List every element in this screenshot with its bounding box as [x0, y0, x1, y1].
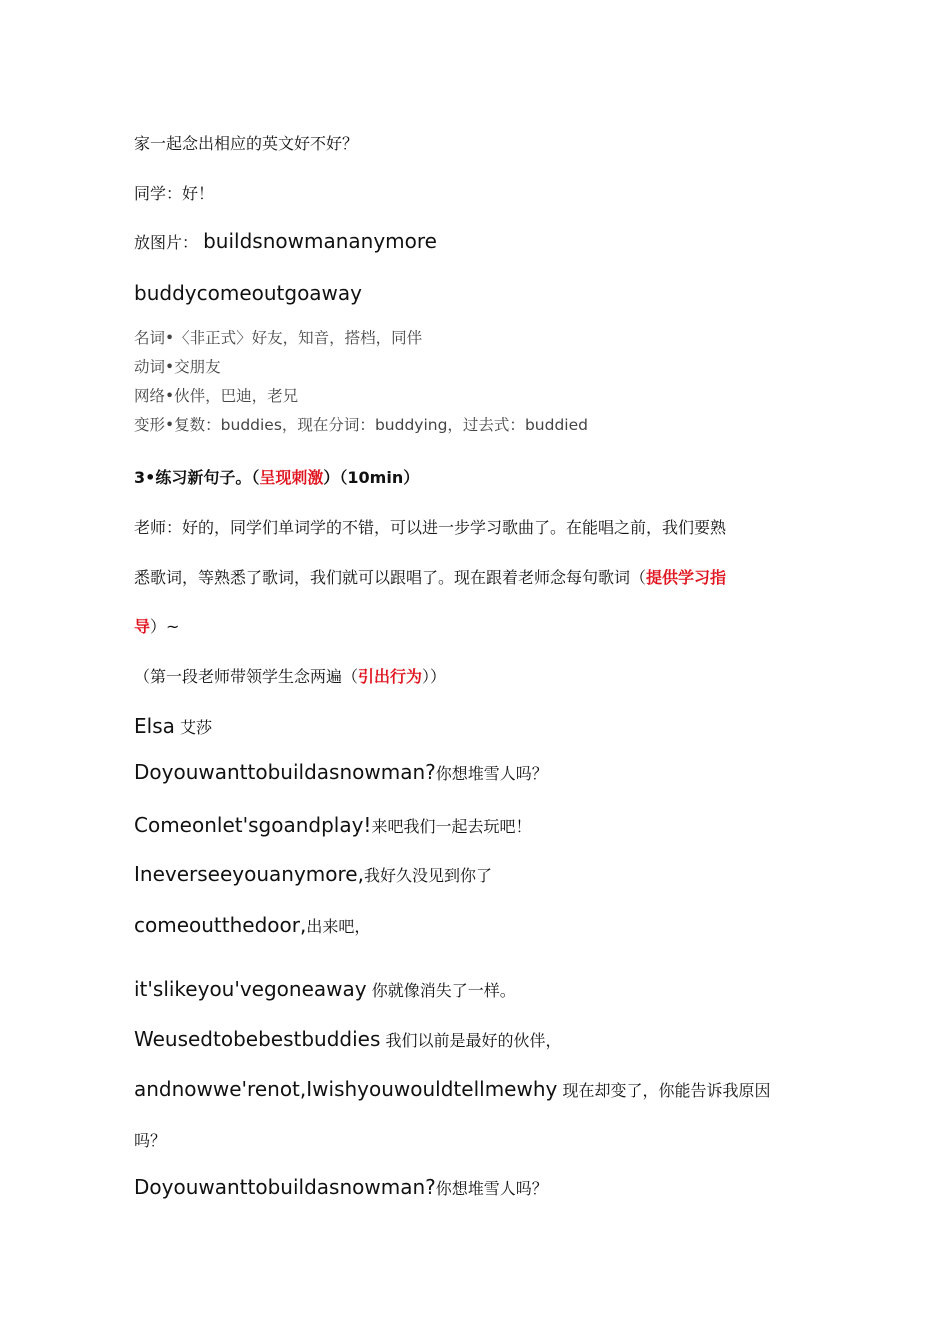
text-line: 老师：好的，同学们单词学的不错，可以进一步学习歌曲了。在能唱之前，我们要熟: [134, 518, 727, 537]
lyric-chinese: 我好久没见到你了: [363, 866, 492, 885]
lyric-line: [134, 862, 492, 886]
text-span: ，现在分词：: [281, 416, 375, 434]
lyric-line: [134, 714, 212, 738]
highlight-text: 提供学习指: [646, 568, 727, 587]
definition-verb: 动词•交朋友: [134, 358, 221, 376]
lyric-chinese: 艾莎: [179, 718, 212, 737]
text-span: ）（10min）: [323, 468, 420, 487]
text-span: 变形•复数：: [134, 416, 221, 434]
definition-web: 网络•伙伴，巴迪，老兄: [134, 387, 299, 405]
lyric-english: Doyouwanttobuildasnowman?: [134, 760, 436, 784]
text-span: buddied: [524, 416, 588, 434]
english-words: buddycomeoutgoaway: [134, 281, 363, 305]
lyric-chinese: 现在却变了，你能告诉我原因: [562, 1081, 771, 1100]
lyric-english: it'slikeyou'vegoneaway: [134, 977, 367, 1001]
lyric-chinese: 你就像消失了一样。: [371, 981, 516, 1000]
text-line: 同学：好！: [134, 184, 215, 203]
text-span: ））: [422, 667, 447, 686]
text-span: 3•练习新句子。（: [134, 468, 260, 487]
lyric-line: [134, 1027, 562, 1051]
text-span: 悉歌词，等熟悉了歌词，我们就可以跟唱了。现在跟着老师念每句歌词（: [134, 568, 647, 587]
lyric-english: comeoutthedoor,: [134, 913, 307, 937]
lyric-line: [134, 1077, 770, 1101]
english-words: buildsnowmananymore: [203, 229, 437, 253]
text-span: ）~: [150, 617, 180, 636]
lyric-chinese: 你想堆雪人吗？: [435, 1179, 548, 1198]
text-line: [134, 229, 437, 253]
lyric-english: Elsa: [134, 714, 175, 738]
lyric-chinese: 出来吧，: [306, 917, 371, 936]
lyric-english: Ineverseeyouanymore,: [134, 862, 364, 886]
lyric-line: [134, 977, 516, 1001]
lyric-chinese: 我们以前是最好的伙伴，: [385, 1031, 562, 1050]
highlight-text: 导: [134, 617, 151, 636]
definition-noun: 名词•〈非正式〉好友，知音，搭档，同伴: [134, 329, 423, 347]
lyric-line: [134, 1175, 548, 1199]
text-line: [134, 614, 179, 637]
lyric-line: [134, 813, 531, 837]
definition-forms: [134, 413, 588, 435]
lyric-english: Doyouwanttobuildasnowman?: [134, 1175, 436, 1199]
highlight-text: 引出行为: [358, 667, 423, 686]
lyric-english: Weusedtobebestbuddies: [134, 1027, 381, 1051]
text-line: [134, 565, 726, 588]
text-span: ，过去式：: [447, 416, 525, 434]
text-line: [134, 664, 446, 687]
section-heading: [134, 465, 419, 488]
lyric-english: andnowwe'renot,Iwishyouwouldtellmewhy: [134, 1077, 558, 1101]
text-span: buddying: [374, 416, 448, 434]
text-span: （第一段老师带领学生念两遍（: [134, 667, 359, 686]
lyric-chinese: 你想堆雪人吗？: [435, 764, 548, 783]
text-line: 吗？: [134, 1131, 167, 1150]
lyric-chinese: 来吧我们一起去玩吧！: [371, 817, 532, 836]
highlight-text: 呈现刺激: [259, 468, 324, 487]
lyric-line: [134, 913, 370, 937]
text-span: 放图片：: [134, 233, 199, 252]
text-line: 家一起念出相应的英文好不好？: [134, 134, 359, 153]
text-span: buddies: [220, 416, 282, 434]
lyric-line: [134, 760, 548, 784]
lyric-english: Comeonlet'sgoandplay!: [134, 813, 372, 837]
